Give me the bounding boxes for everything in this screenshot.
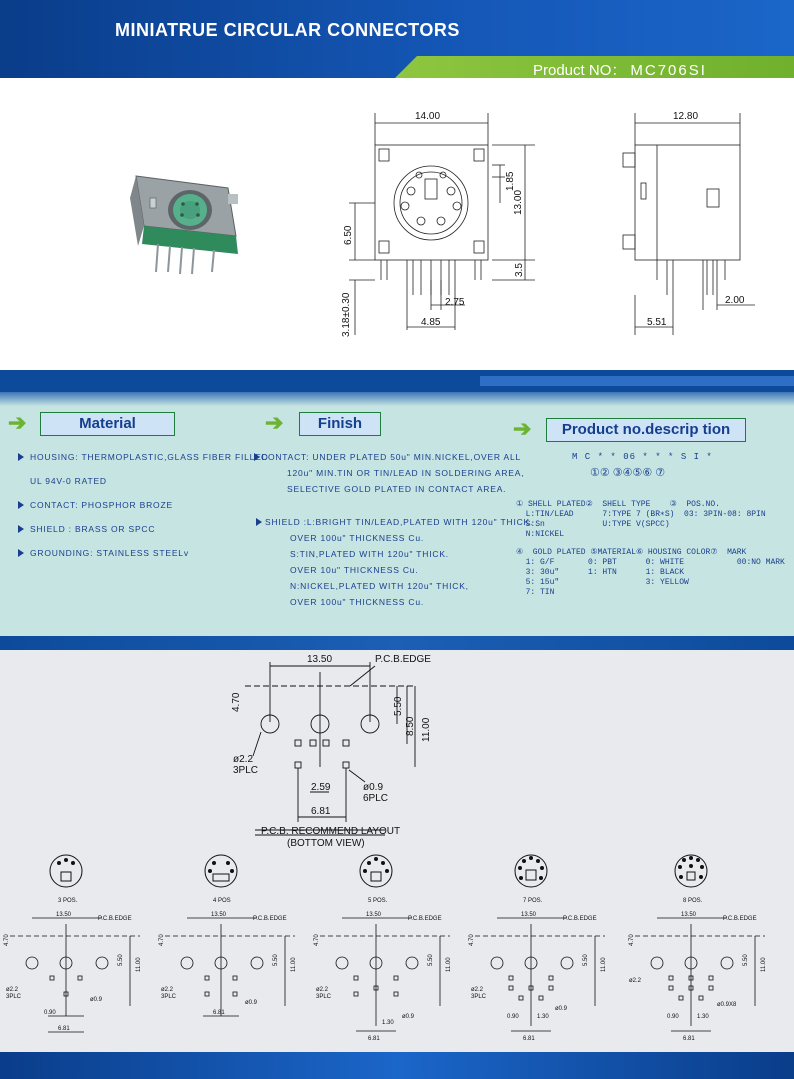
mini-d1100: 11.00: [291, 957, 297, 972]
arrow-icon: ➔: [265, 410, 284, 435]
bullet-icon: [18, 501, 24, 509]
mini-d130: 1.30: [697, 1014, 709, 1020]
mini-big: ø2.2: [471, 987, 484, 993]
material-rating: UL 94V-0 RATED: [30, 476, 107, 486]
pos-label: 4 POS: [213, 898, 231, 904]
mini-d090: 0.90: [44, 1010, 56, 1016]
mini-d681: 6.81: [213, 1010, 225, 1016]
pcb-d850: 8.50: [405, 716, 416, 736]
pcb-layout-drawing: [225, 652, 445, 852]
dim-board-offset: 3.18±0.30: [341, 292, 352, 337]
mini-d090: 0.90: [667, 1014, 679, 1020]
dim-pin-pitch: 2.75: [445, 297, 465, 308]
finish-shield-line6: OVER 100u" THICKNESS Cu.: [290, 597, 425, 607]
material-housing: HOUSING: THERMOPLASTIC,GLASS FIBER FILLED: [30, 452, 269, 462]
section-band-accent: [480, 376, 794, 386]
header-bar: [0, 0, 794, 78]
bullet-icon: [18, 453, 24, 461]
finish-shield-line3: S:TIN,PLATED WITH 120u" THICK.: [290, 549, 449, 559]
mini-d681: 6.81: [523, 1036, 535, 1042]
product-number-value: MC706SI: [630, 62, 707, 78]
finish-shield-line2: OVER 100u" THICKNESS Cu.: [290, 533, 425, 543]
pos-label: 5 POS.: [368, 898, 388, 904]
mini-edge: P.C.B.EDGE: [563, 916, 597, 922]
pcb-d1100: 11.00: [421, 717, 432, 742]
pcb-caption-sub: (BOTTOM VIEW): [287, 838, 365, 849]
mini-d470: 4.70: [159, 934, 165, 946]
mini-big-qty: 3PLC: [316, 994, 332, 1000]
mini-width: 13.50: [366, 912, 382, 918]
mini-big: ø2.2: [316, 987, 329, 993]
dim-pin-span: 4.85: [421, 317, 441, 328]
dim-side-width: 12.80: [673, 111, 699, 122]
dim-height: 13.00: [513, 189, 524, 215]
finish-contact-line1: CONTACT: UNDER PLATED 50u" MIN.NICKEL,OVER ALL: [261, 452, 522, 462]
mini-width: 13.50: [211, 912, 227, 918]
material-contact: CONTACT: PHOSPHOR BROZE: [30, 500, 173, 510]
mini-d470: 4.70: [469, 934, 475, 946]
mini-small: ø0.9: [245, 1000, 258, 1006]
section-band-fade: [0, 392, 794, 406]
mini-d470: 4.70: [4, 934, 10, 946]
desc-block-1: ① SHELL PLATED② SHELL TYPE ③ POS.NO. L:TIN/LEAD 7:TYPE 7 (BR∗S) 03: 3PIN-08: 8PIN S:Sn U:TYPE V(SPCC) N:NICKEL: [516, 500, 766, 539]
pcb-d550: 5.50: [393, 696, 404, 716]
layout-3-pos: [0, 846, 160, 1046]
finish-shield-line5: N:NICKEL,PLATED WITH 120u" THICK,: [290, 581, 469, 591]
pcb-width: 13.50: [307, 654, 333, 665]
mini-big: ø2.2: [629, 978, 642, 984]
arrow-icon: ➔: [8, 410, 27, 435]
dim-center: 6.50: [343, 225, 354, 245]
dim-side-pin: 2.00: [725, 295, 745, 306]
mini-d470: 4.70: [314, 934, 320, 946]
bullet-icon: [256, 518, 262, 526]
product-desc-heading: Product no.descrip tion: [546, 418, 746, 442]
mini-big: ø2.2: [161, 987, 174, 993]
front-view-drawing: [335, 105, 545, 345]
mini-small: ø0.9: [90, 997, 103, 1003]
pcb-span: 6.81: [311, 806, 331, 817]
pos-label: 8 POS.: [683, 898, 703, 904]
pcb-hole-small-qty: 6PLC: [363, 793, 389, 804]
pos-label: 3 POS.: [58, 898, 78, 904]
mini-big-qty: 3PLC: [471, 994, 487, 1000]
layout-4-pos: [155, 846, 315, 1046]
material-shield: SHIELD : BRASS OR SPCC: [30, 524, 156, 534]
mini-d1100: 11.00: [446, 957, 452, 972]
material-grounding: GROUNDING: STAINLESS STEELv: [30, 548, 189, 558]
finish-contact-line3: SELECTIVE GOLD PLATED IN CONTACT AREA.: [287, 484, 507, 494]
product-number: [533, 59, 707, 78]
product-code-numbers: ①② ③④⑤⑥ ⑦: [590, 467, 666, 479]
finish-shield-line4: OVER 10u" THICKNESS Cu.: [290, 565, 419, 575]
mini-d1100: 11.00: [601, 957, 607, 972]
pcb-edge: P.C.B.EDGE: [375, 654, 431, 665]
mini-edge: P.C.B.EDGE: [98, 916, 132, 922]
mini-big-qty: 3PLC: [161, 994, 177, 1000]
product-number-label: Product NO：: [533, 62, 627, 78]
finish-heading: Finish: [299, 412, 381, 436]
lower-band: [0, 636, 794, 650]
mini-small: ø0.9: [402, 1014, 415, 1020]
mini-edge: P.C.B.EDGE: [253, 916, 287, 922]
mini-small: ø0.9: [555, 1006, 568, 1012]
bullet-icon: [254, 453, 260, 461]
mini-big: ø2.2: [6, 987, 19, 993]
mini-d550: 5.50: [583, 954, 589, 966]
dim-side-offset: 5.51: [647, 317, 667, 328]
mini-d1100: 11.00: [136, 957, 142, 972]
mini-d550: 5.50: [118, 954, 124, 966]
mini-edge: P.C.B.EDGE: [408, 916, 442, 922]
product-code: M C * * 06 * * * S I *: [572, 452, 713, 462]
pcb-hole-big-qty: 3PLC: [233, 765, 259, 776]
connector-photo: [128, 168, 248, 278]
mini-d130: 1.30: [382, 1020, 394, 1026]
mini-small: ø0.9X8: [717, 1002, 737, 1008]
mini-width: 13.50: [681, 912, 697, 918]
bullet-icon: [18, 549, 24, 557]
material-heading: Material: [40, 412, 175, 436]
pcb-caption: P.C.B. RECOMMEND LAYOUT: [261, 826, 401, 837]
mini-d550: 5.50: [428, 954, 434, 966]
layout-5-pos: [310, 846, 470, 1046]
mini-big-qty: 3PLC: [6, 994, 22, 1000]
mini-d681: 6.81: [683, 1036, 695, 1042]
mini-d681: 6.81: [58, 1026, 70, 1032]
mini-d090: 0.90: [507, 1014, 519, 1020]
mini-edge: P.C.B.EDGE: [723, 916, 757, 922]
finish-shield-line1: SHIELD :L:BRIGHT TIN/LEAD,PLATED WITH 120u" THICK.: [265, 517, 534, 527]
mini-d470: 4.70: [629, 934, 635, 946]
dim-pin-len: 3.5: [514, 263, 525, 277]
layout-8-pos: [625, 846, 785, 1046]
pcb-hole-big: ø2.2: [233, 754, 254, 765]
mini-d130: 1.30: [537, 1014, 549, 1020]
layout-7-pos: [465, 846, 625, 1046]
mini-d681: 6.81: [368, 1036, 380, 1042]
arrow-icon: ➔: [513, 416, 532, 441]
mini-d1100: 11.00: [761, 957, 767, 972]
pcb-d470: 4.70: [231, 692, 242, 712]
side-view-drawing: [595, 105, 765, 345]
bullet-icon: [18, 525, 24, 533]
mini-width: 13.50: [56, 912, 72, 918]
dim-pin-offset: 1.85: [505, 171, 516, 191]
mini-d550: 5.50: [273, 954, 279, 966]
footer-band: [0, 1052, 794, 1079]
desc-block-2: ④ GOLD PLATED ⑤MATERIAL⑥ HOUSING COLOR⑦ MARK 1: G/F 0: PBT 0: WHITE 00:NO MARK 3: 30u" 1: HTN 1: BLACK 5: 15u" 3: YELLOW 7: TIN: [516, 548, 785, 597]
mini-d550: 5.50: [743, 954, 749, 966]
finish-contact-line2: 120u" MIN.TIN OR TIN/LEAD IN SOLDERING AREA,: [287, 468, 525, 478]
pcb-pitch: 2.59: [311, 782, 331, 793]
pos-label: 7 POS.: [523, 898, 543, 904]
mini-width: 13.50: [521, 912, 537, 918]
dim-width: 14.00: [415, 111, 441, 122]
pcb-hole-small: ø0.9: [363, 782, 384, 793]
page-title: MINIATRUE CIRCULAR CONNECTORS: [115, 20, 460, 40]
